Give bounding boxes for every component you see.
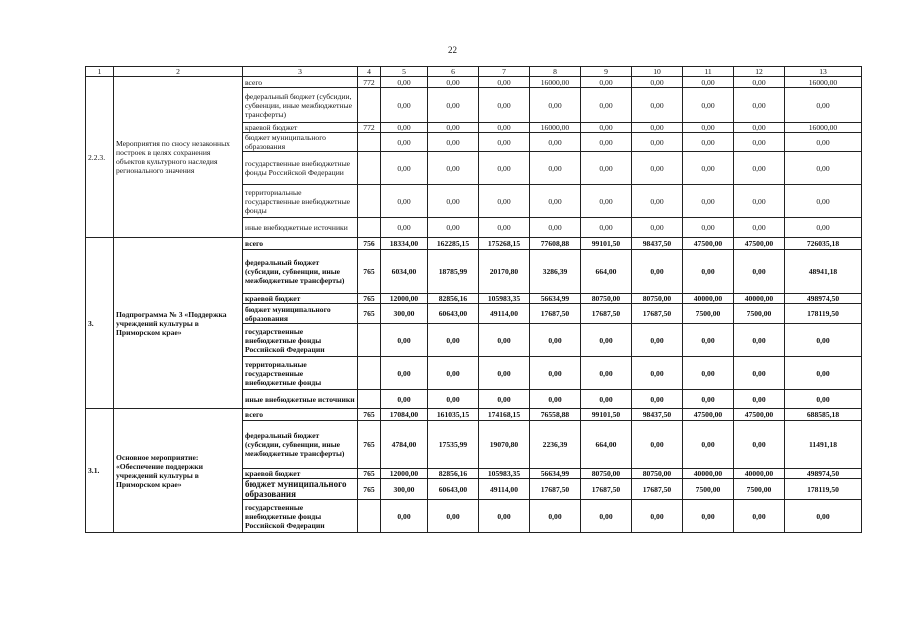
budget-code: 765	[358, 479, 381, 500]
amount-cell: 0,00	[381, 133, 428, 152]
budget-table	[85, 66, 862, 533]
amount-cell: 0,00	[683, 250, 734, 294]
funding-source: краевой бюджет	[243, 294, 358, 304]
amount-cell: 0,00	[785, 185, 862, 218]
budget-code: 765	[358, 469, 381, 479]
amount-cell: 40000,00	[734, 469, 785, 479]
funding-source: государственные внебюджетные фонды Российской Федерации	[243, 324, 358, 357]
amount-cell: 82856,16	[428, 294, 479, 304]
amount-cell: 0,00	[479, 77, 530, 88]
amount-cell: 688585,18	[785, 409, 862, 421]
amount-cell: 0,00	[581, 152, 632, 185]
funding-source: государственные внебюджетные фонды Российской Федерации	[243, 500, 358, 533]
amount-cell: 56634,99	[530, 469, 581, 479]
amount-cell: 0,00	[734, 133, 785, 152]
amount-cell: 0,00	[632, 185, 683, 218]
item-number: 2.2.3.	[86, 77, 114, 238]
amount-cell: 20170,80	[479, 250, 530, 294]
amount-cell: 0,00	[734, 218, 785, 238]
table-row	[86, 77, 862, 88]
header-cell: 7	[479, 67, 530, 77]
amount-cell: 49114,00	[479, 304, 530, 324]
header-cell: 6	[428, 67, 479, 77]
amount-cell: 0,00	[734, 77, 785, 88]
amount-cell: 0,00	[428, 500, 479, 533]
amount-cell: 0,00	[479, 500, 530, 533]
amount-cell: 0,00	[683, 390, 734, 409]
amount-cell: 16000,00	[785, 77, 862, 88]
amount-cell: 0,00	[530, 185, 581, 218]
amount-cell: 48941,18	[785, 250, 862, 294]
funding-source: федеральный бюджет (субсидии, субвенции, иные межбюджетные трансферты)	[243, 88, 358, 123]
amount-cell: 0,00	[381, 390, 428, 409]
item-name: Мероприятия по сносу незаконных построек в целях сохранения объектов культурного наследия регионального значения	[114, 77, 243, 238]
amount-cell: 300,00	[381, 479, 428, 500]
amount-cell: 0,00	[381, 152, 428, 185]
budget-code	[358, 500, 381, 533]
amount-cell: 17687,50	[581, 479, 632, 500]
amount-cell: 99101,50	[581, 238, 632, 250]
amount-cell: 105983,35	[479, 294, 530, 304]
amount-cell: 0,00	[381, 123, 428, 133]
amount-cell: 0,00	[581, 218, 632, 238]
amount-cell: 0,00	[428, 133, 479, 152]
amount-cell: 76558,88	[530, 409, 581, 421]
header-cell: 8	[530, 67, 581, 77]
amount-cell: 0,00	[581, 133, 632, 152]
amount-cell: 17687,50	[632, 479, 683, 500]
amount-cell: 47500,00	[683, 409, 734, 421]
amount-cell: 17687,50	[530, 304, 581, 324]
header-cell: 2	[114, 67, 243, 77]
budget-code	[358, 390, 381, 409]
amount-cell: 0,00	[381, 185, 428, 218]
amount-cell: 162285,15	[428, 238, 479, 250]
budget-code: 765	[358, 409, 381, 421]
amount-cell: 0,00	[428, 218, 479, 238]
amount-cell: 0,00	[581, 123, 632, 133]
amount-cell: 0,00	[632, 152, 683, 185]
header-cell: 5	[381, 67, 428, 77]
amount-cell: 0,00	[785, 218, 862, 238]
funding-source: всего	[243, 77, 358, 88]
amount-cell: 664,00	[581, 250, 632, 294]
funding-source: бюджет муниципального образования	[243, 479, 358, 500]
budget-code: 765	[358, 250, 381, 294]
amount-cell: 98437,50	[632, 409, 683, 421]
amount-cell: 0,00	[530, 500, 581, 533]
amount-cell: 12000,00	[381, 294, 428, 304]
amount-cell: 18334,00	[381, 238, 428, 250]
amount-cell: 178119,50	[785, 479, 862, 500]
amount-cell: 0,00	[428, 77, 479, 88]
item-name: Основное мероприятие: «Обеспечение поддержки учреждений культуры в Приморском крае»	[114, 409, 243, 533]
amount-cell: 0,00	[530, 357, 581, 390]
amount-cell: 0,00	[734, 324, 785, 357]
budget-code	[358, 218, 381, 238]
amount-cell: 0,00	[479, 133, 530, 152]
amount-cell: 0,00	[785, 500, 862, 533]
amount-cell: 174168,15	[479, 409, 530, 421]
amount-cell: 0,00	[632, 390, 683, 409]
amount-cell: 19070,80	[479, 421, 530, 469]
amount-cell: 0,00	[428, 88, 479, 123]
amount-cell: 0,00	[428, 357, 479, 390]
amount-cell: 0,00	[785, 133, 862, 152]
amount-cell: 7500,00	[683, 479, 734, 500]
funding-source: территориальные государственные внебюджетные фонды	[243, 185, 358, 218]
amount-cell: 0,00	[785, 390, 862, 409]
funding-source: краевой бюджет	[243, 123, 358, 133]
amount-cell: 17535,99	[428, 421, 479, 469]
amount-cell: 0,00	[785, 357, 862, 390]
amount-cell: 0,00	[428, 152, 479, 185]
page-number: 22	[448, 45, 457, 55]
amount-cell: 7500,00	[734, 304, 785, 324]
amount-cell: 40000,00	[683, 469, 734, 479]
amount-cell: 80750,00	[581, 294, 632, 304]
amount-cell: 0,00	[734, 390, 785, 409]
amount-cell: 664,00	[581, 421, 632, 469]
amount-cell: 0,00	[734, 152, 785, 185]
amount-cell: 0,00	[428, 123, 479, 133]
funding-source: бюджет муниципального образования	[243, 304, 358, 324]
budget-code	[358, 152, 381, 185]
amount-cell: 0,00	[381, 324, 428, 357]
amount-cell: 0,00	[683, 88, 734, 123]
amount-cell: 4784,00	[381, 421, 428, 469]
amount-cell: 49114,00	[479, 479, 530, 500]
table-row	[86, 238, 862, 250]
amount-cell: 80750,00	[632, 294, 683, 304]
amount-cell: 7500,00	[734, 479, 785, 500]
amount-cell: 0,00	[381, 357, 428, 390]
item-name: Подпрограмма № 3 «Поддержка учреждений культуры в Приморском крае»	[114, 238, 243, 409]
amount-cell: 16000,00	[785, 123, 862, 133]
amount-cell: 0,00	[530, 218, 581, 238]
header-cell: 1	[86, 67, 114, 77]
amount-cell: 12000,00	[381, 469, 428, 479]
amount-cell: 0,00	[581, 77, 632, 88]
funding-source: федеральный бюджет (субсидии, субвенции, иные межбюджетные трансферты)	[243, 250, 358, 294]
item-number: 3.	[86, 238, 114, 409]
item-number: 3.1.	[86, 409, 114, 533]
header-cell: 3	[243, 67, 358, 77]
amount-cell: 0,00	[734, 123, 785, 133]
amount-cell: 0,00	[530, 88, 581, 123]
amount-cell: 56634,99	[530, 294, 581, 304]
amount-cell: 0,00	[479, 88, 530, 123]
funding-source: бюджет муниципального образования	[243, 133, 358, 152]
header-cell: 10	[632, 67, 683, 77]
amount-cell: 0,00	[530, 324, 581, 357]
header-cell: 13	[785, 67, 862, 77]
amount-cell: 17687,50	[581, 304, 632, 324]
amount-cell: 60643,00	[428, 479, 479, 500]
amount-cell: 0,00	[632, 324, 683, 357]
amount-cell: 178119,50	[785, 304, 862, 324]
budget-code: 765	[358, 421, 381, 469]
amount-cell: 2236,39	[530, 421, 581, 469]
amount-cell: 0,00	[530, 133, 581, 152]
amount-cell: 6034,00	[381, 250, 428, 294]
amount-cell: 0,00	[381, 218, 428, 238]
amount-cell: 0,00	[381, 88, 428, 123]
amount-cell: 0,00	[683, 421, 734, 469]
amount-cell: 175268,15	[479, 238, 530, 250]
budget-code: 765	[358, 304, 381, 324]
amount-cell: 0,00	[530, 152, 581, 185]
budget-code	[358, 133, 381, 152]
amount-cell: 0,00	[428, 185, 479, 218]
amount-cell: 82856,16	[428, 469, 479, 479]
amount-cell: 0,00	[632, 421, 683, 469]
amount-cell: 0,00	[581, 390, 632, 409]
amount-cell: 0,00	[632, 357, 683, 390]
amount-cell: 3286,39	[530, 250, 581, 294]
budget-code: 772	[358, 77, 381, 88]
amount-cell: 0,00	[479, 324, 530, 357]
amount-cell: 0,00	[632, 88, 683, 123]
amount-cell: 18785,99	[428, 250, 479, 294]
amount-cell: 0,00	[632, 218, 683, 238]
amount-cell: 0,00	[785, 88, 862, 123]
table-row	[86, 409, 862, 421]
amount-cell: 161035,15	[428, 409, 479, 421]
funding-source: краевой бюджет	[243, 469, 358, 479]
amount-cell: 17084,00	[381, 409, 428, 421]
amount-cell: 300,00	[381, 304, 428, 324]
amount-cell: 0,00	[632, 500, 683, 533]
amount-cell: 0,00	[479, 185, 530, 218]
budget-code	[358, 185, 381, 218]
amount-cell: 80750,00	[581, 469, 632, 479]
funding-source: иные внебюджетные источники	[243, 218, 358, 238]
amount-cell: 0,00	[428, 390, 479, 409]
amount-cell: 0,00	[581, 88, 632, 123]
funding-source: всего	[243, 409, 358, 421]
amount-cell: 498974,50	[785, 469, 862, 479]
amount-cell: 99101,50	[581, 409, 632, 421]
amount-cell: 40000,00	[683, 294, 734, 304]
amount-cell: 0,00	[632, 250, 683, 294]
amount-cell: 47500,00	[734, 238, 785, 250]
amount-cell: 98437,50	[632, 238, 683, 250]
amount-cell: 0,00	[632, 123, 683, 133]
amount-cell: 0,00	[683, 218, 734, 238]
amount-cell: 0,00	[734, 357, 785, 390]
amount-cell: 16000,00	[530, 77, 581, 88]
amount-cell: 0,00	[683, 357, 734, 390]
amount-cell: 0,00	[683, 123, 734, 133]
header-cell: 9	[581, 67, 632, 77]
amount-cell: 0,00	[683, 152, 734, 185]
amount-cell: 17687,50	[530, 479, 581, 500]
amount-cell: 0,00	[479, 123, 530, 133]
amount-cell: 105983,35	[479, 469, 530, 479]
amount-cell: 0,00	[581, 185, 632, 218]
funding-source: территориальные государственные внебюджетные фонды	[243, 357, 358, 390]
budget-code: 772	[358, 123, 381, 133]
header-cell: 11	[683, 67, 734, 77]
amount-cell: 40000,00	[734, 294, 785, 304]
amount-cell: 60643,00	[428, 304, 479, 324]
amount-cell: 47500,00	[734, 409, 785, 421]
budget-code: 756	[358, 238, 381, 250]
amount-cell: 0,00	[428, 324, 479, 357]
amount-cell: 0,00	[683, 185, 734, 218]
amount-cell: 0,00	[381, 77, 428, 88]
funding-source: всего	[243, 238, 358, 250]
amount-cell: 0,00	[734, 88, 785, 123]
budget-code: 765	[358, 294, 381, 304]
amount-cell: 0,00	[734, 421, 785, 469]
amount-cell: 11491,18	[785, 421, 862, 469]
amount-cell: 80750,00	[632, 469, 683, 479]
amount-cell: 0,00	[479, 390, 530, 409]
amount-cell: 0,00	[632, 77, 683, 88]
amount-cell: 0,00	[734, 185, 785, 218]
amount-cell: 0,00	[581, 357, 632, 390]
funding-source: федеральный бюджет (субсидии, субвенции, иные межбюджетные трансферты)	[243, 421, 358, 469]
amount-cell: 17687,50	[632, 304, 683, 324]
amount-cell: 498974,50	[785, 294, 862, 304]
amount-cell: 0,00	[683, 500, 734, 533]
amount-cell: 0,00	[785, 152, 862, 185]
amount-cell: 0,00	[734, 250, 785, 294]
amount-cell: 0,00	[683, 77, 734, 88]
amount-cell: 0,00	[683, 133, 734, 152]
amount-cell: 0,00	[632, 133, 683, 152]
amount-cell: 0,00	[530, 390, 581, 409]
amount-cell: 16000,00	[530, 123, 581, 133]
amount-cell: 0,00	[785, 324, 862, 357]
funding-source: государственные внебюджетные фонды Российской Федерации	[243, 152, 358, 185]
budget-code	[358, 357, 381, 390]
budget-code	[358, 88, 381, 123]
amount-cell: 0,00	[479, 152, 530, 185]
header-row	[86, 67, 862, 77]
amount-cell: 0,00	[479, 357, 530, 390]
amount-cell: 0,00	[479, 218, 530, 238]
amount-cell: 77608,88	[530, 238, 581, 250]
amount-cell: 0,00	[683, 324, 734, 357]
amount-cell: 0,00	[581, 500, 632, 533]
budget-code	[358, 324, 381, 357]
funding-source: иные внебюджетные источники	[243, 390, 358, 409]
amount-cell: 0,00	[381, 500, 428, 533]
header-cell: 4	[358, 67, 381, 77]
amount-cell: 47500,00	[683, 238, 734, 250]
amount-cell: 0,00	[734, 500, 785, 533]
amount-cell: 726035,18	[785, 238, 862, 250]
amount-cell: 0,00	[581, 324, 632, 357]
header-cell: 12	[734, 67, 785, 77]
amount-cell: 7500,00	[683, 304, 734, 324]
